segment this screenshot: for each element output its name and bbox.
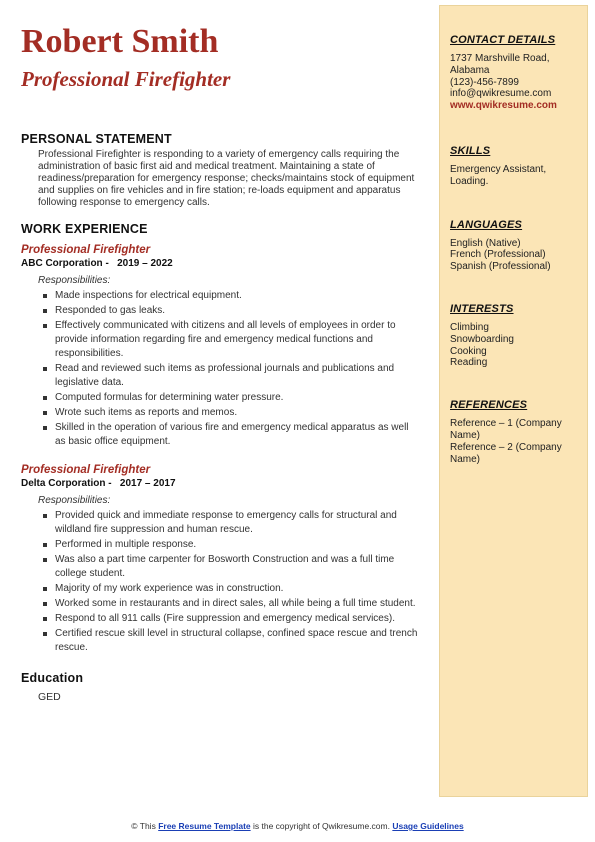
education-heading: Education — [21, 671, 84, 685]
candidate-title: Professional Firefighter — [21, 67, 231, 91]
references-heading: REFERENCES — [450, 399, 528, 412]
footer-prefix: © This — [131, 821, 159, 831]
list-item: Emergency Assistant, — [450, 163, 547, 175]
bullet-icon — [43, 426, 47, 430]
job-company-line — [21, 257, 421, 270]
languages-list — [450, 238, 582, 273]
responsibilities-list — [38, 509, 421, 655]
list-item: Snowboarding — [450, 333, 514, 345]
address-line-1: 1737 Marshville Road, — [450, 53, 550, 64]
responsibilities-label: Responsibilities: — [38, 495, 111, 506]
list-item: Respond to all 911 calls (Fire suppression and emergency medical services). — [38, 612, 421, 626]
bullet-icon — [43, 587, 47, 591]
phone-number: (123)-456-7899 — [450, 76, 519, 88]
list-item: Cooking — [450, 345, 487, 357]
list-item: Reading — [450, 357, 488, 369]
bullet-icon — [43, 602, 47, 606]
bullet-icon — [43, 367, 47, 371]
footer-middle: is the copyright of Qwikresume.com. — [250, 821, 393, 831]
list-item: English (Native) — [450, 237, 521, 249]
list-item: Climbing — [450, 321, 489, 333]
job-dates: 2017 – 2017 — [119, 478, 176, 489]
skills-list — [450, 164, 582, 188]
responsibilities-list — [38, 289, 421, 449]
job-entry — [21, 243, 421, 449]
list-item: Reference – 1 (Company Name) — [450, 418, 562, 441]
sidebar-content — [450, 33, 582, 465]
list-item: Read and reviewed such items as professional journals and publications and legislative data. — [38, 362, 421, 390]
copyright-footer — [0, 821, 595, 832]
list-item: Wrote such items as reports and memos. — [38, 406, 421, 420]
candidate-name: Robert Smith — [21, 23, 219, 60]
job-title: Professional Firefighter — [21, 464, 151, 476]
list-item: Computed formulas for determining water pressure. — [38, 391, 421, 405]
languages-section — [450, 218, 582, 273]
list-item: Effectively communicated with citizens and all levels of employees in order to provide information regarding fire and emergency medical functions and responsibilities. — [38, 319, 421, 361]
list-item: Majority of my work experience was in construction. — [38, 582, 421, 596]
list-item: Spanish (Professional) — [450, 261, 551, 273]
free-resume-template-link[interactable]: Free Resume Template — [158, 821, 251, 831]
usage-guidelines-link[interactable]: Usage Guidelines — [392, 821, 464, 831]
job-title: Professional Firefighter — [21, 244, 151, 256]
list-item: Performed in multiple response. — [38, 538, 421, 552]
list-item: Worked some in restaurants and in direct sales, all while being a full time student. — [38, 597, 421, 611]
bullet-icon — [43, 543, 47, 547]
bullet-icon — [43, 617, 47, 621]
list-item: Loading. — [450, 175, 489, 187]
education-value: GED — [38, 691, 61, 703]
list-item: Responded to gas leaks. — [38, 304, 421, 318]
list-item: Skilled in the operation of various fire and emergency medical apparatus as well as basic office equipment. — [38, 421, 421, 449]
list-item: French (Professional) — [450, 249, 546, 261]
website-link[interactable]: www.qwikresume.com — [450, 100, 557, 112]
address-line-2: Alabama — [450, 64, 490, 76]
bullet-icon — [43, 558, 47, 562]
bullet-icon — [43, 294, 47, 298]
job-company: ABC Corporation - — [21, 258, 109, 269]
skills-section — [450, 144, 582, 188]
contact-heading: CONTACT DETAILS — [450, 34, 556, 46]
interests-list — [450, 322, 582, 369]
personal-statement-heading: PERSONAL STATEMENT — [21, 132, 172, 146]
bullet-icon — [43, 396, 47, 400]
work-experience-heading: WORK EXPERIENCE — [21, 222, 148, 236]
references-list — [450, 418, 582, 465]
job-company: Delta Corporation - — [21, 478, 112, 489]
skills-heading: SKILLS — [450, 144, 491, 157]
bullet-icon — [43, 632, 47, 636]
languages-heading: LANGUAGES — [450, 218, 523, 231]
bullet-icon — [43, 411, 47, 415]
interests-heading: INTERESTS — [450, 302, 514, 315]
contact-details — [450, 53, 582, 112]
sidebar — [439, 5, 588, 797]
responsibilities-label: Responsibilities: — [38, 275, 111, 286]
email-address[interactable]: info@qwikresume.com — [450, 88, 552, 100]
job-entry — [21, 463, 421, 655]
main-column — [21, 131, 421, 704]
references-section — [450, 398, 582, 465]
job-company-line — [21, 477, 421, 490]
list-item: Reference – 2 (Company Name) — [450, 441, 562, 465]
bullet-icon — [43, 514, 47, 518]
interests-section — [450, 302, 582, 369]
list-item: Was also a part time carpenter for Bosworth Construction and was a full time college student. — [38, 553, 421, 581]
list-item: Made inspections for electrical equipment. — [38, 289, 421, 303]
list-item: Provided quick and immediate response to emergency calls for structural and wildland fire suppression and human rescue. — [38, 509, 421, 537]
list-item: Certified rescue skill level in structural collapse, confined space rescue and trench rescue. — [38, 627, 421, 655]
job-dates: 2019 – 2022 — [117, 258, 173, 269]
bullet-icon — [43, 309, 47, 313]
bullet-icon — [43, 324, 47, 328]
personal-statement-text: Professional Firefighter is responding to a variety of emergency calls requiring the administration of basic first aid and medical treatment. Maintaining a state of readiness/preparation for emergency response; checks/maintains stock of equipment and supplies on fire vehicles and in fire station; re-loads equipment and apparatus following response to emergency calls. — [38, 149, 415, 208]
